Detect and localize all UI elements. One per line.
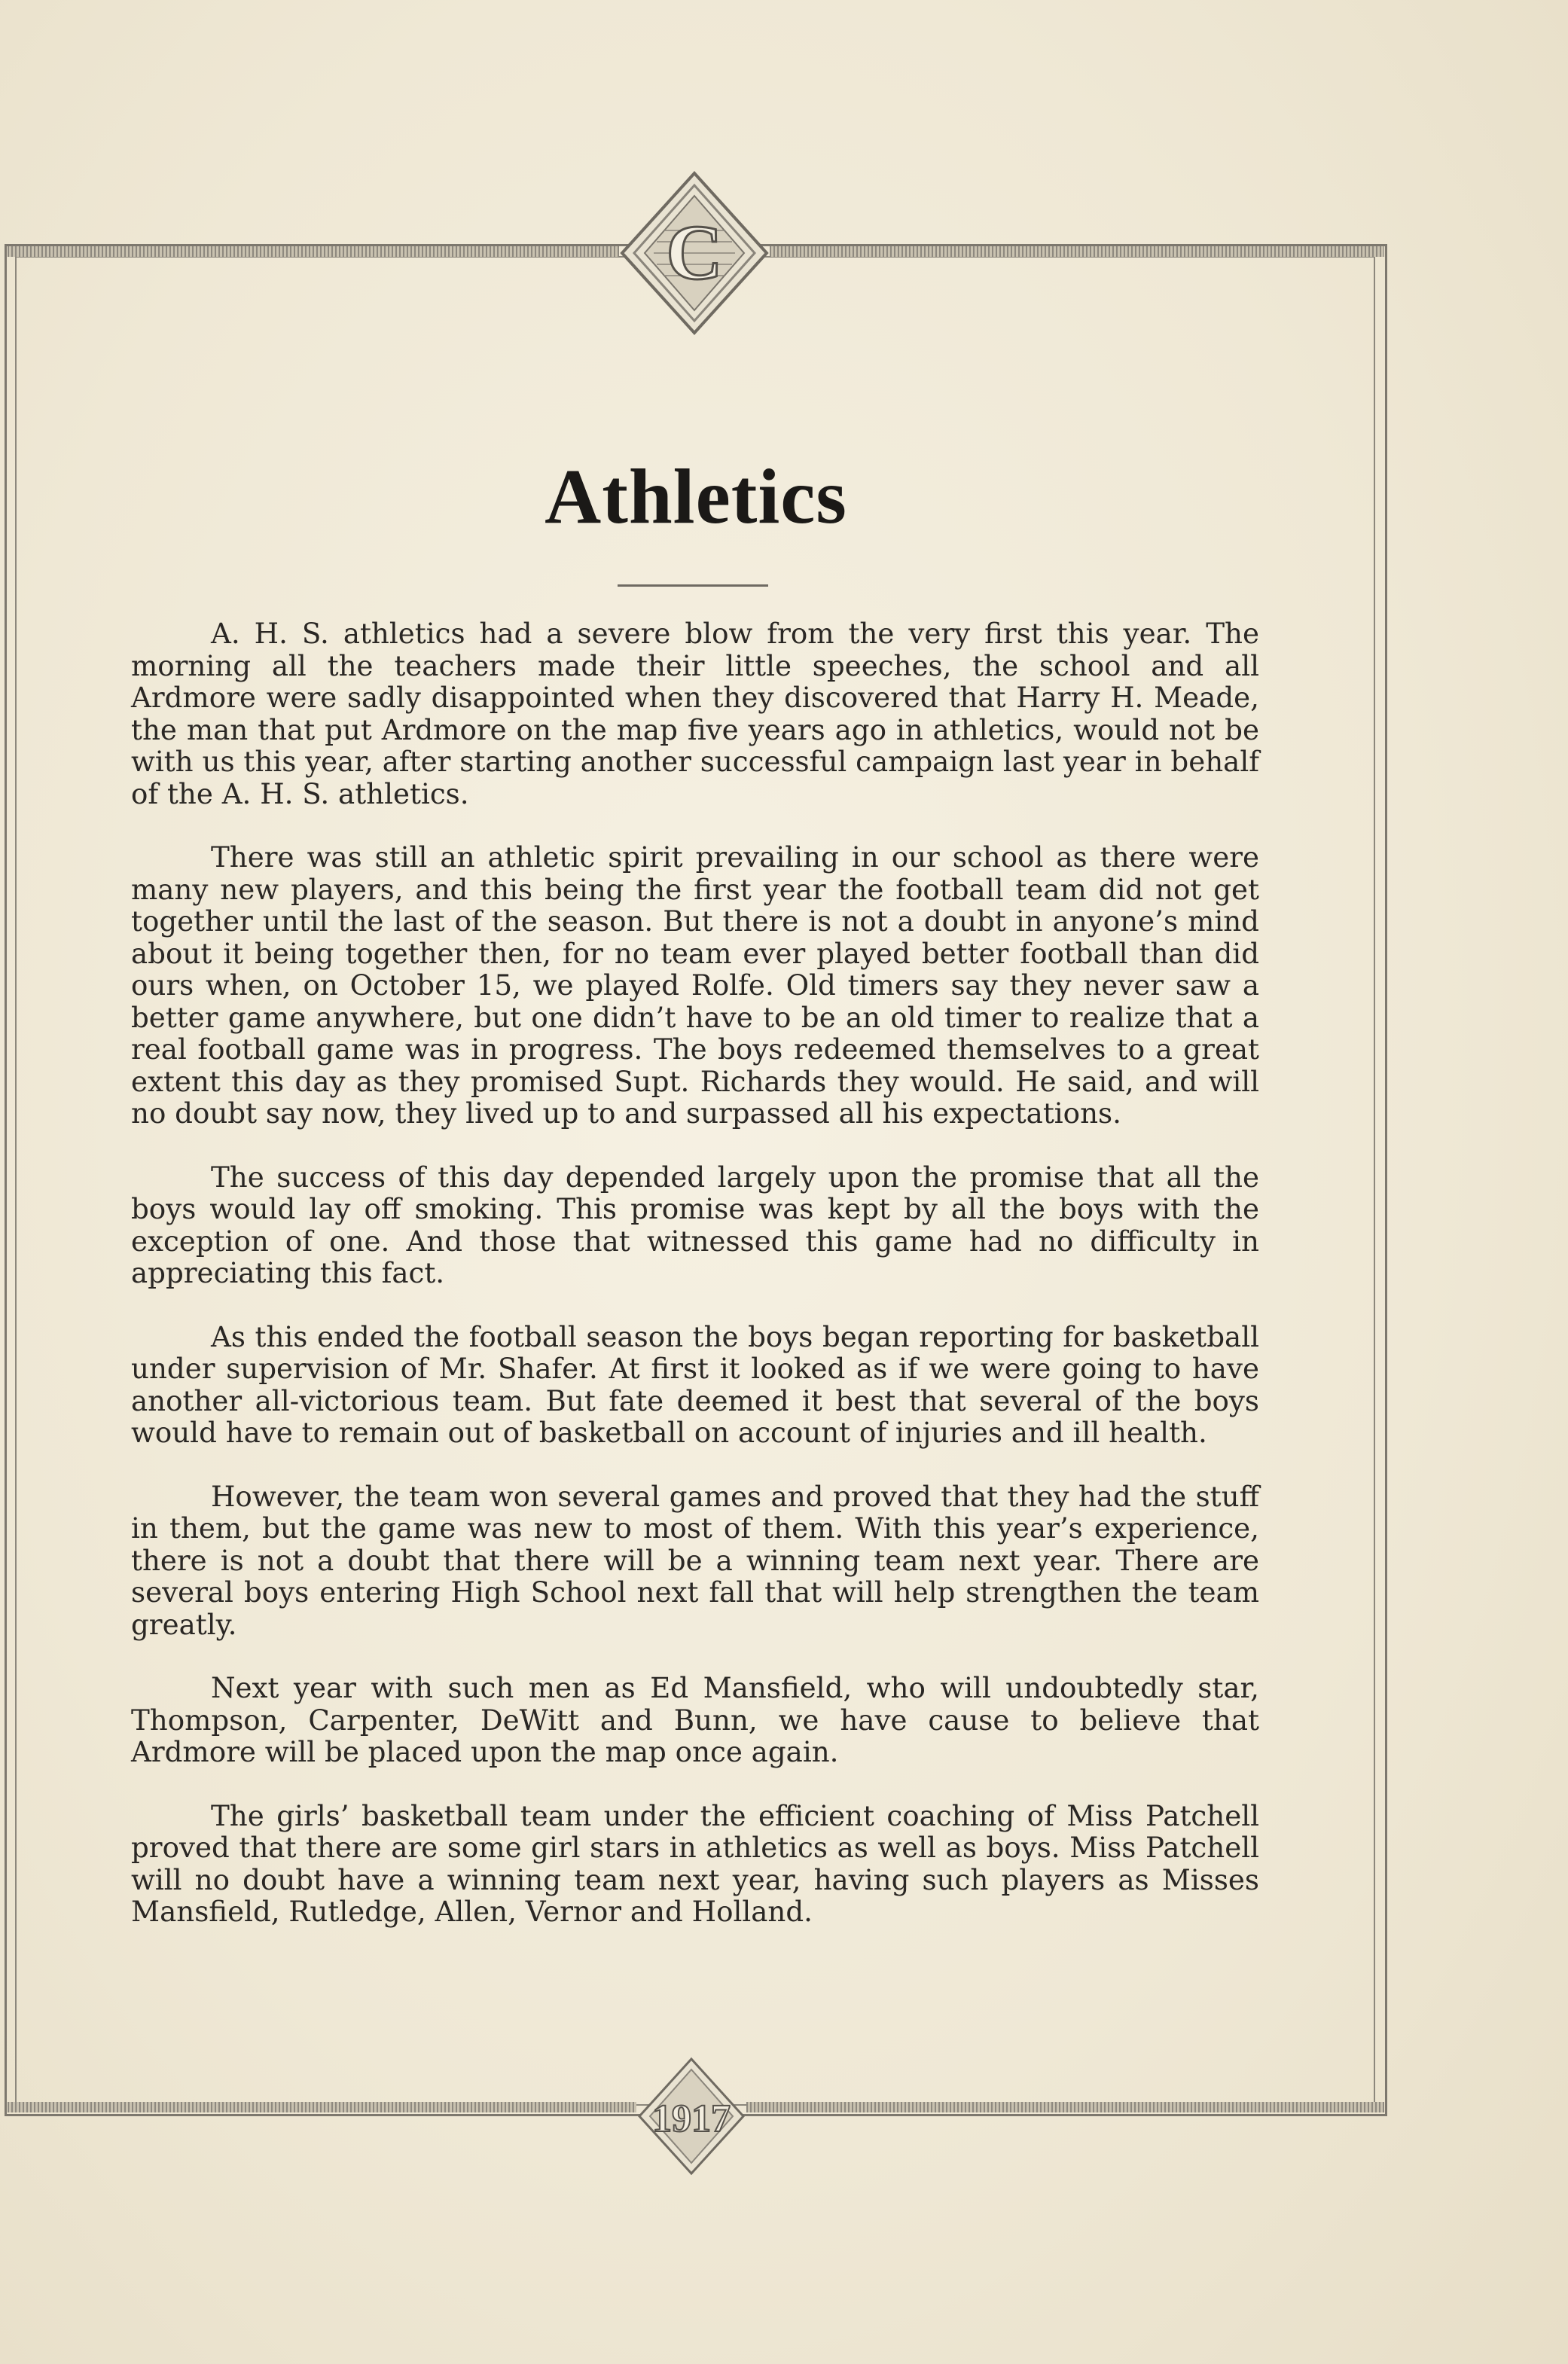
year-badge-text: 1917 xyxy=(652,2097,731,2140)
title-divider xyxy=(618,584,768,587)
emblem-letter: C xyxy=(666,209,723,296)
top-border-band-left xyxy=(8,246,619,257)
paragraph: Next year with such men as Ed Mansfield, who will undoubtedly star, Thompson, Carpenter, DeWitt and Bunn, we have cause to believe that Ardmore will be placed upon the map once again. xyxy=(131,1671,1259,1768)
bottom-border-band-left xyxy=(8,2102,636,2112)
page-title: Athletics xyxy=(545,453,847,540)
paragraph: The girls’ basketball team under the efficient coaching of Miss Patchell proved that there are some girl stars in athletics as well as boys. Miss Patchell will no doubt have a winning team next year, having such players as Misses Mansfield, Rutledge, Allen, Vernor and Holland. xyxy=(131,1798,1259,1928)
paragraph: There was still an athletic spirit prevailing in our school as there were many new players, and this being the first year the football team did not get together until the last of the season. But there is not a doubt in anyone’s mind about it being together then, for no team ever played better football than did ours when, on October 15, we played Rolfe. Old timers say they never saw a better game anywhere, but one didn’t have to be an old timer to realize that a real football game was in progress. The boys redeemed themselves to a great extent this day as they promised Supt. Richards they would. He said, and will no doubt say now, they lived up to and surpassed all his expectations. xyxy=(131,840,1259,1130)
article-body xyxy=(131,618,1259,1960)
paragraph: A. H. S. athletics had a severe blow from the very first this year. The morning all the teachers made their little speeches, the school and all Ardmore were sadly disappointed when they discovered that Harry H. Meade, the man that put Ardmore on the map five years ago in athletics, would not be with us this year, after starting another successful campaign last year in behalf of the A. H. S. athletics. xyxy=(131,617,1259,810)
paragraph: As this ended the football season the boys began reporting for basketball under supervision of Mr. Shafer. At first it looked as if we were going to have another all-victorious team. But fate deemed it best that several of the boys would have to remain out of basketball on account of injuries and ill health. xyxy=(131,1319,1259,1449)
paragraph: The success of this day depended largely upon the promise that all the boys would lay off smoking. This promise was kept by all the boys with the exception of one. And those that witnessed this game had no difficulty in appreciating this fact. xyxy=(131,1160,1259,1289)
paragraph: However, the team won several games and proved that they had the stuff in them, but the game was new to most of them. With this year’s experience, there is not a doubt that there will be a winning team next year. There are several boys entering High School next fall that will help strengthen the team greatly. xyxy=(131,1479,1259,1641)
top-border-band-right xyxy=(770,246,1384,257)
bottom-border-band-right xyxy=(746,2102,1384,2112)
diamond-monogram-icon xyxy=(619,170,770,336)
diamond-year-badge-icon xyxy=(636,2056,746,2176)
